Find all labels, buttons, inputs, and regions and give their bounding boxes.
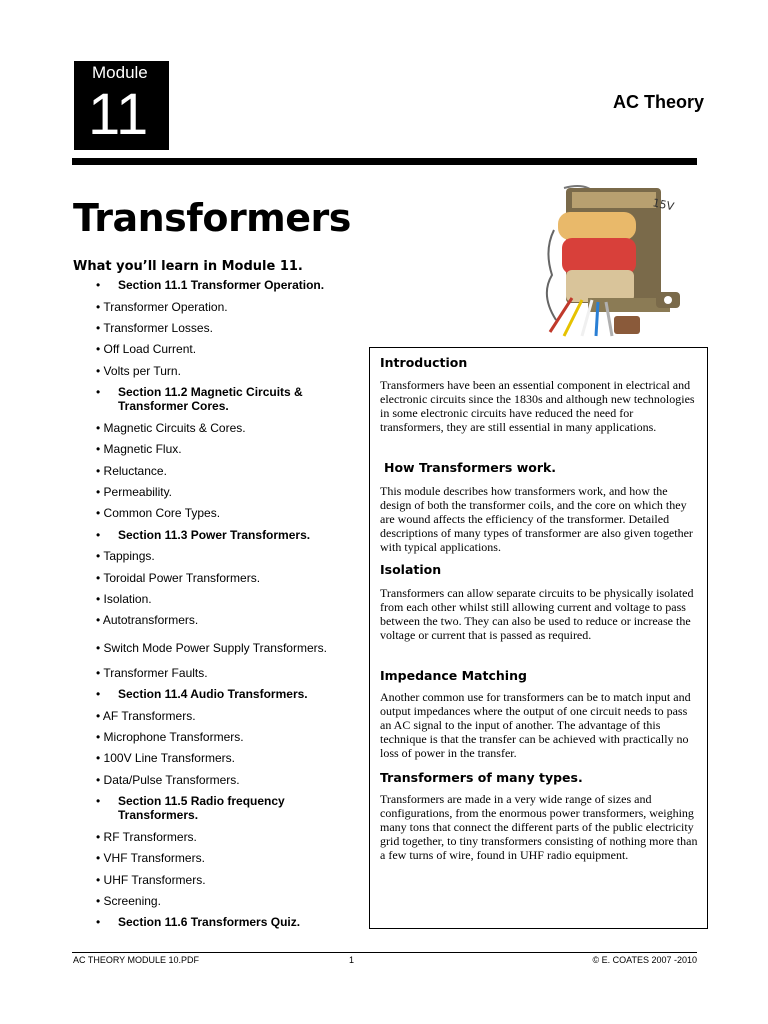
transformer-photo bbox=[526, 180, 691, 338]
info-body: Transformers can allow separate circuits to be physically isolated from each other whilst still allowing current and voltage to pass between the two. They can also be used to reduce or increase the voltage or current that is passed as required. bbox=[380, 586, 694, 642]
info-heading: Introduction bbox=[380, 355, 468, 370]
toc-section: • Section 11.4 Audio Transformers. bbox=[96, 687, 346, 701]
toc-item: • Magnetic Circuits & Cores. bbox=[96, 421, 346, 435]
toc-section: • Section 11.6 Transformers Quiz. bbox=[96, 915, 346, 929]
module-label: Module bbox=[92, 63, 148, 82]
page-title: Transformers bbox=[73, 196, 351, 240]
module-badge bbox=[74, 61, 169, 150]
info-heading: Impedance Matching bbox=[380, 668, 527, 683]
info-body: This module describes how transformers work, and how the design of both the transformer coils, and the core on which they are wound affects the efficiency of the transformer. Detailed descriptions of many types of transformer are also given together with typical applications. bbox=[380, 484, 693, 554]
toc-item: • Isolation. bbox=[96, 592, 346, 606]
toc-section: • Section 11.5 Radio frequency Transformers. bbox=[96, 794, 346, 822]
footer-page-number: 1 bbox=[349, 955, 355, 965]
toc-section: • Section 11.2 Magnetic Circuits & Transformer Cores. bbox=[96, 385, 346, 413]
toc-item: • Toroidal Power Transformers. bbox=[96, 571, 346, 585]
toc-item: • UHF Transformers. bbox=[96, 873, 346, 887]
toc-item: • RF Transformers. bbox=[96, 830, 346, 844]
toc-item: • Microphone Transformers. bbox=[96, 730, 346, 744]
toc-item: • Screening. bbox=[96, 894, 346, 908]
toc-item: • Reluctance. bbox=[96, 464, 346, 478]
info-heading: Transformers of many types. bbox=[380, 770, 583, 785]
footer-copyright: © E. COATES 2007 -2010 bbox=[592, 955, 697, 965]
header-title: AC Theory bbox=[612, 92, 704, 112]
toc-item: • Magnetic Flux. bbox=[96, 442, 346, 456]
toc-item: • Permeability. bbox=[96, 485, 346, 499]
toc-item: • AF Transformers. bbox=[96, 709, 346, 723]
header-rule bbox=[72, 158, 697, 165]
toc-item: • Switch Mode Power Supply Transformers. bbox=[96, 641, 346, 655]
toc-item: • Transformer Losses. bbox=[96, 321, 346, 335]
info-panel bbox=[369, 347, 708, 929]
toc-item: • Data/Pulse Transformers. bbox=[96, 773, 346, 787]
toc-item: • Tappings. bbox=[96, 549, 346, 563]
module-number: 11 bbox=[88, 82, 149, 147]
info-heading: How Transformers work. bbox=[384, 460, 557, 475]
toc-item: • Volts per Turn. bbox=[96, 364, 346, 378]
toc-item: • Autotransformers. bbox=[96, 613, 346, 627]
info-heading: Isolation bbox=[380, 562, 442, 577]
toc-section: • Section 11.3 Power Transformers. bbox=[96, 528, 346, 542]
footer-filename: AC THEORY MODULE 10.PDF bbox=[73, 955, 200, 965]
toc-item: • Off Load Current. bbox=[96, 342, 346, 356]
toc-item: • Common Core Types. bbox=[96, 506, 346, 520]
toc-item: • Transformer Operation. bbox=[96, 300, 346, 314]
footer-rule bbox=[72, 952, 697, 953]
toc-item: • Transformer Faults. bbox=[96, 666, 346, 680]
photo-label: 15V bbox=[651, 196, 676, 214]
info-body: Another common use for transformers can be to match input and output impedances where the output of one circuit needs to pass an AC signal to the input of another. The advantage of this technique is that the transfer can be achieved with practically no loss of power in the transfer. bbox=[380, 690, 691, 760]
learn-heading: What you’ll learn in Module 11. bbox=[73, 259, 303, 274]
info-body: Transformers are made in a very wide range of sizes and configurations, from the enormous power transformers, weighing many tons that connect the different parts of the public electricity grid together, to tiny transformers consisting of nothing more than a few turns of wire, found in UHF radio equipment. bbox=[380, 792, 698, 862]
info-body: Transformers have been an essential component in electrical and electronic circuits since the 1830s and although new technologies in some electronic circuits have reduced the need for transformers, they are still essential in many applications. bbox=[380, 378, 695, 434]
toc-section: • Section 11.1 Transformer Operation. bbox=[96, 278, 346, 292]
toc-item: • 100V Line Transformers. bbox=[96, 751, 346, 765]
toc-item: • VHF Transformers. bbox=[96, 851, 346, 865]
